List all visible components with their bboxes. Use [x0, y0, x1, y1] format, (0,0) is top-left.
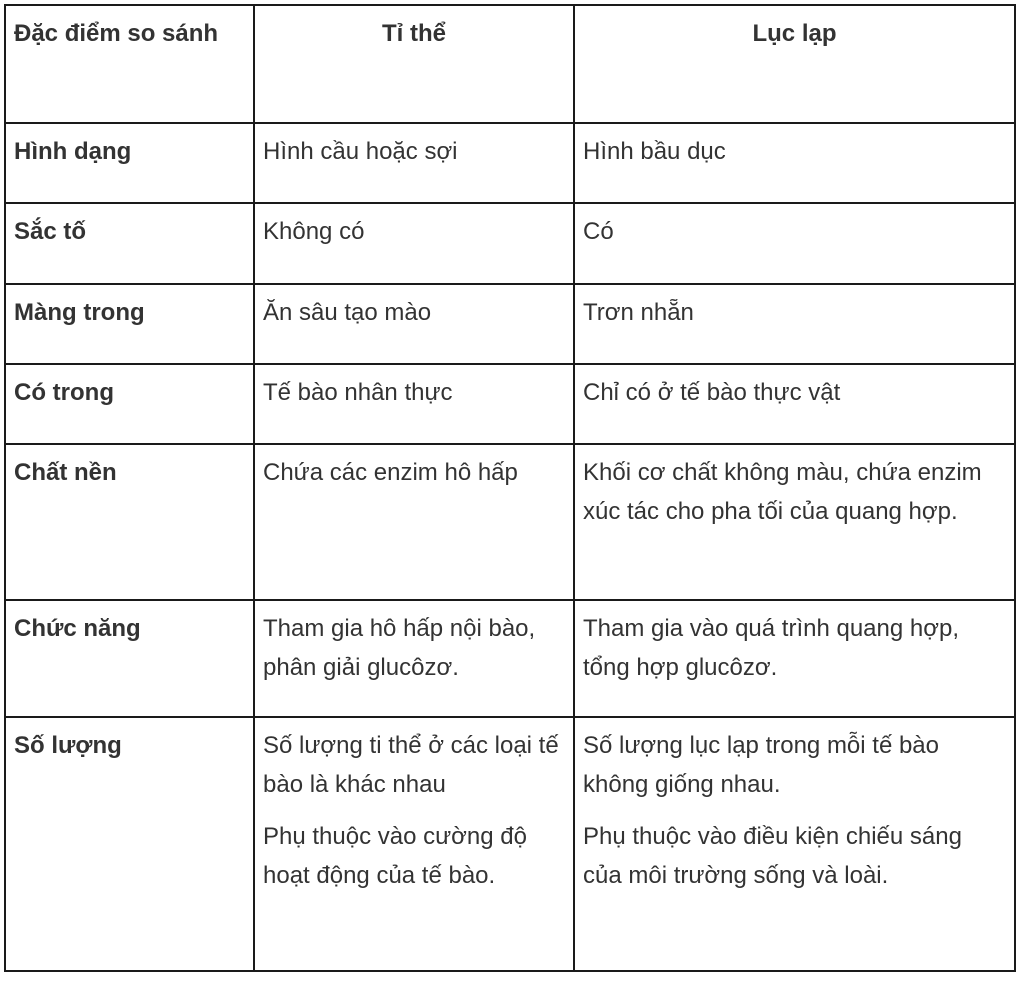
table-row [5, 717, 1015, 971]
row-label: Màng trong [5, 284, 254, 364]
mitochondria-cell [254, 364, 574, 444]
header-mitochondria: Tỉ thể [254, 5, 574, 123]
cell-text: Ăn sâu tạo mào [263, 299, 432, 326]
cell-text: Tế bào nhân thực [263, 379, 453, 406]
chloroplast-cell [574, 203, 1015, 284]
cell-text: Tham gia vào quá trình quang hợp, tổng hợp glucôzơ. [583, 615, 959, 681]
comparison-table [4, 4, 1016, 972]
row-label: Số lượng [5, 717, 254, 971]
chloroplast-cell [574, 123, 1015, 203]
table-row [5, 203, 1015, 284]
cell-text: Chứa các enzim hô hấp [263, 459, 518, 486]
mitochondria-cell [254, 203, 574, 284]
cell-text: Có [583, 218, 614, 245]
table-row [5, 123, 1015, 203]
mitochondria-cell [254, 444, 574, 600]
table-row [5, 284, 1015, 364]
mitochondria-cell [254, 284, 574, 364]
row-label: Hình dạng [5, 123, 254, 203]
cell-text: Tham gia hô hấp nội bào, phân giải glucôzơ. [263, 615, 536, 681]
chloroplast-cell [574, 364, 1015, 444]
cell-text: Chỉ có ở tế bào thực vật [583, 379, 841, 406]
cell-text: Khối cơ chất không màu, chứa enzim xúc tác cho pha tối của quang hợp. [583, 459, 982, 525]
header-criteria: Đặc điểm so sánh [5, 5, 254, 123]
row-label: Chức năng [5, 600, 254, 717]
chloroplast-cell [574, 717, 1015, 971]
chloroplast-cell [574, 444, 1015, 600]
cell-text: Không có [263, 218, 365, 245]
cell-text: Số lượng ti thể ở các loại tế bào là khác nhau [263, 732, 559, 798]
header-chloroplast: Lục lạp [574, 5, 1015, 123]
table-row [5, 364, 1015, 444]
cell-text: Trơn nhẵn [583, 299, 694, 326]
mitochondria-cell [254, 600, 574, 717]
cell-text: Phụ thuộc vào cường độ hoạt động của tế bào. [263, 823, 527, 889]
table-row [5, 600, 1015, 717]
table-row [5, 444, 1015, 600]
row-label: Có trong [5, 364, 254, 444]
chloroplast-cell [574, 284, 1015, 364]
row-label: Sắc tố [5, 203, 254, 284]
chloroplast-cell [574, 600, 1015, 717]
mitochondria-cell [254, 123, 574, 203]
mitochondria-cell [254, 717, 574, 971]
cell-text: Hình cầu hoặc sợi [263, 138, 458, 165]
cell-text: Số lượng lục lạp trong mỗi tế bào không giống nhau. [583, 732, 940, 798]
cell-text: Hình bầu dục [583, 138, 726, 165]
cell-text: Phụ thuộc vào điều kiện chiếu sáng của môi trường sống và loài. [583, 823, 962, 889]
header-row [5, 5, 1015, 123]
row-label: Chất nền [5, 444, 254, 600]
